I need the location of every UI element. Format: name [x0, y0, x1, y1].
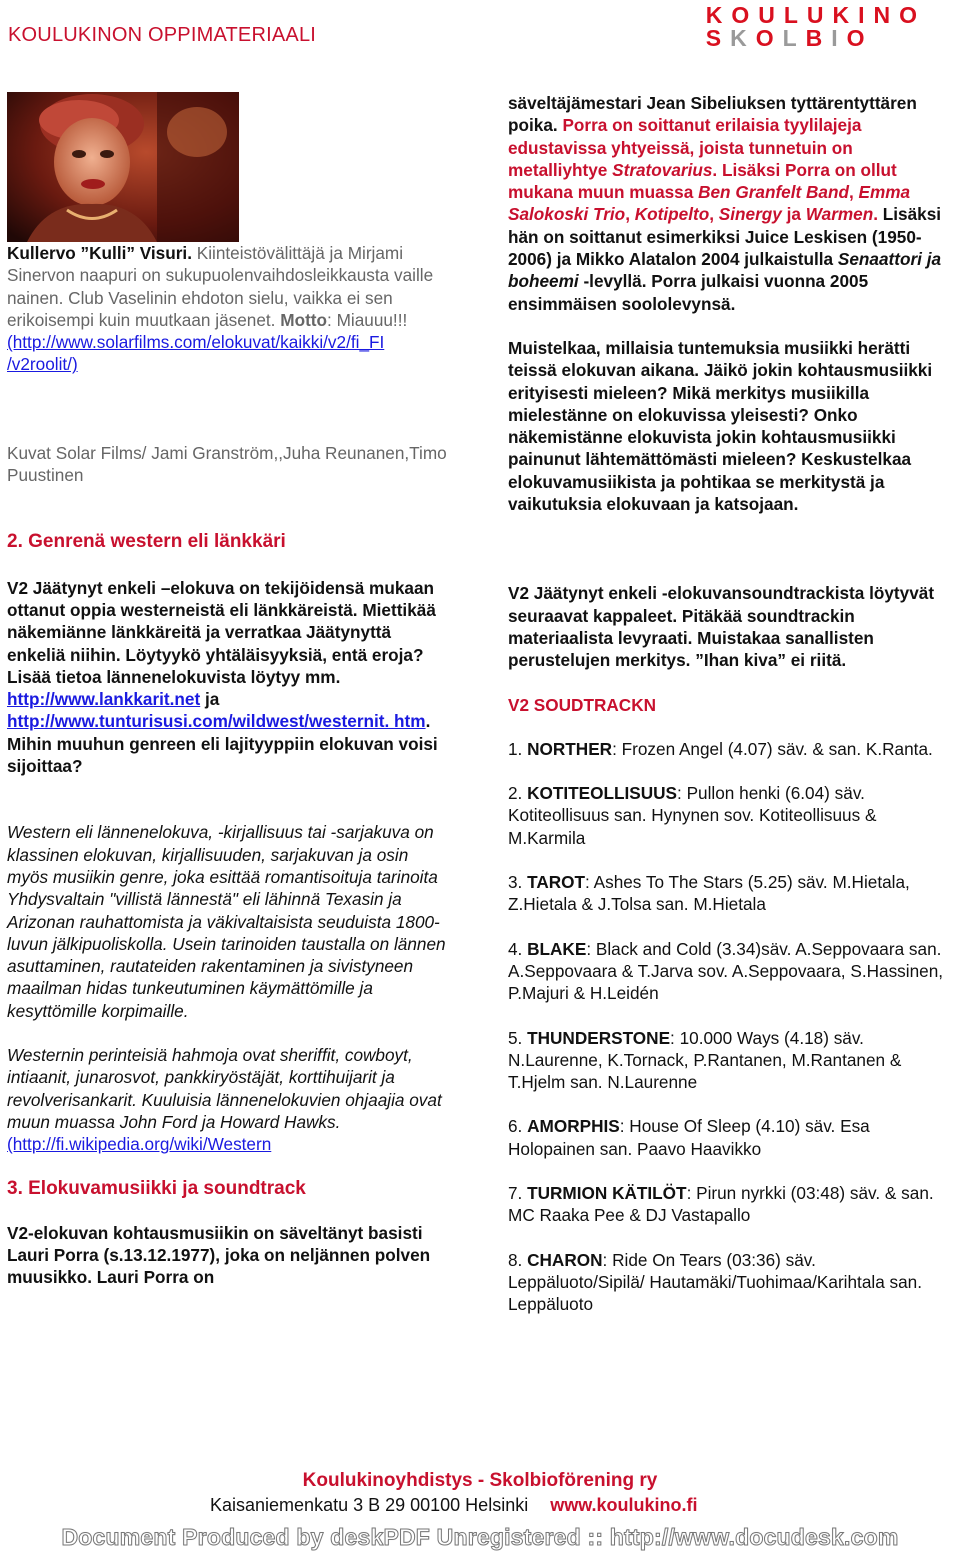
- soundtrack-intro: V2 Jäätynyt enkeli -elokuvansoundtrackista löytyvät seuraavat kappaleet. Pitäkää soundtrackin materiaalista levyraati. Muistakaa sanallisten perustelujen merkitys. ”Ihan kiva” ei riitä.: [508, 583, 935, 671]
- track-item: 5. THUNDERSTONE: 10.000 Ways (4.18) säv. N.Laurenne, K.Tornack, P.Rantanen, M.Rantanen & T.Hjelm san. N.Laurenne: [508, 1027, 902, 1093]
- track-item: 1. NORTHER: Frozen Angel (4.07) säv. & san. K.Ranta.: [508, 738, 933, 759]
- footer-organization: Koulukinoyhdistys - Skolbioförening ry: [302, 1470, 658, 1491]
- and-text: ja: [200, 689, 220, 710]
- track-item: 2. KOTITEOLLISUUS: Pullon henki (6.04) säv. Kotiteollisuus san. Hynynen sov. Kotiteollisuus & M.Karmila: [508, 783, 877, 848]
- watermark: Document Produced by deskPDF Unregistered :: http://www.docudesk.com: [61, 1524, 899, 1550]
- track-item: 3. TAROT: Ashes To The Stars (5.25) säv. M.Hietala, Z.Hietala & J.Tolsa san. M.Hietala: [508, 872, 910, 915]
- track-list: [508, 738, 948, 1316]
- section-2-title: 2. Genrenä western eli länkkäri: [7, 531, 286, 553]
- section-3-title: 3. Elokuvamusiikki ja soundtrack: [7, 1177, 306, 1199]
- right-column: [508, 92, 948, 1315]
- left-column: Kullervo ”Kulli” Visuri. Kiinteistövälittäjä ja Mirjami Sinervon naapuri on sukupuolenvaihdosleikkausta vaille nainen. Club Vaselinin ehdoton sielu, vaikka ei sen erikoisempi kuin muutkaan jäsenet. Motto: Miauuu!!! (http://www.solarfilms.com/elokuvat/kaikki/v2/fi_FI /v2roolit/) Kuvat Solar Films/ Jami Granström,,Juha Reunanen,Timo Puustinen 2. Genrenä western eli länkkäri V2 Jäätynyt enkeli –elokuva on tekijöidensä mukaan ottanut oppia westerneistä eli länkkäreistä. Miettikää näkemiänne länkkäreitä ja verratkaa Jäätynyttä enkeliä niihin. Löytyykö yhtäläisyyksiä, entä eroja? Lisää tietoa lännenelokuvista löytyy mm. http://www.lankkarit.net ja http://www.tunturisusi.com/wildwest/westernit. htm. Mihin muuhun genreen eli lajityyppiin elokuvan voisi sijoittaa? Western eli lännenelokuva, -kirjallisuus tai -sarjakuva on klassinen elokuvan, kirjallisuuden, sarjakuvan ja osin myös musiikin genre, joka esittää romantisoituja tarinoita Yhdysvaltain "villistä lännestä" eli lähinnä Texasin ja Arizonan rauhattomista ja väkivaltaisista seuduista 1800-luvun jälkipuoliskolla. Usein tarinoiden taustalla on lännen asuttaminen, rautateiden rakentaminen ja sivistyneen maailman hidas tunkeutuminen käymättömille ja kesyttömille korpimaille. Westernin perinteisiä hahmoja ovat sheriffit, cowboyt, intiaanit, junarosvot, pankkiryöstäjät, korttihuijarit ja revolverisankarit. Kuuluisia lännenelokuvien ohjaajia ovat muun muassa John Ford ja Howard Hawks. (http://fi.wikipedia.org/wiki/Western 3. Elokuvamusiikki ja soundtrack V2-elokuvan kohtausmusiikin on säveltänyt basisti Lauri Porra (s.13.12.1977), joka on neljännen polven muusikko. Lauri Porra on: [7, 92, 447, 1289]
- motto-label: Motto: [280, 309, 328, 330]
- track-item: 4. BLAKE: Black and Cold (3.34)säv. A.Seppovaara san. A.Seppovaara & T.Jarva sov. A.Seppovaara, S.Hassinen, P.Majuri & H.Leidén: [508, 938, 944, 1004]
- character-name: Kullervo ”Kulli” Visuri.: [7, 243, 192, 263]
- music-discussion: Muistelkaa, millaisia tuntemuksia musiikki herätti teissä elokuvan aikana. Jäikö jokin kohtausmusiikki erityisesti mieleen? Mikä merkitys musiikilla mielestänne on elokuvissa yleisesti? Onko näkemistänne elokuvista jokin kohtausmusiikki painunut lähtemättömästi mieleen? Keskustelkaa elokuvamusiikista ja pohtikaa se merkitystä ja vaikutuksia elokuvaan ja katsojaan.: [508, 337, 933, 515]
- character-description: Kiinteistövälittäjä ja Mirjami Sinervon naapuri on sukupuolenvaihdosleikkausta vaille nainen. Club Vaselinin ehdoton sielu, vaikka ei sen erikoisempi kuin muutkaan jäsenet.: [7, 243, 434, 330]
- wikipedia-link[interactable]: (http://fi.wikipedia.org/wiki/Western: [7, 1134, 272, 1155]
- motto-text: : Miauuu!!!: [327, 309, 408, 330]
- page-header-title: KOULUKINON OPPIMATERIAALI: [8, 24, 317, 46]
- footer-address: Kaisaniemenkatu 3 B 29 00100 Helsinki: [210, 1495, 529, 1515]
- koulukino-logo: [706, 4, 926, 50]
- track-item: 8. CHARON: Ride On Tears (03:36) säv. Leppäluoto/Sipilä/ Hautamäki/Tuohimaa/Karihtala san. Leppäluoto: [508, 1249, 923, 1315]
- genre-question: Mihin muuhun genreen eli lajityyppiin elokuvan voisi sijoittaa?: [7, 733, 438, 777]
- tunturisusi-link[interactable]: http://www.tunturisusi.com/wildwest/westernit. htm: [7, 711, 426, 732]
- footer-website-link[interactable]: www.koulukino.fi: [550, 1495, 698, 1515]
- character-photo: [7, 92, 239, 242]
- logo-line-2: SKOLBIO: [705, 25, 874, 51]
- section-2-paragraph: V2 Jäätynyt enkeli –elokuva on tekijöidensä mukaan ottanut oppia westerneistä eli länkkäreistä. Miettikää näkemiänne länkkäreitä ja verratkaa Jäätynyttä enkeliä niihin. Löytyykö yhtäläisyyksiä, entä eroja? Lisää tietoa lännenelokuvista löytyy mm.: [7, 577, 436, 687]
- lankkarit-link[interactable]: http://www.lankkarit.net: [7, 689, 201, 710]
- track-item: 6. AMORPHIS: House Of Sleep (4.10) säv. Esa Holopainen san. Paavo Haavikko: [508, 1116, 870, 1159]
- section-3-paragraph: V2-elokuvan kohtausmusiikin on säveltänyt basisti Lauri Porra (s.13.12.1977), joka on neljännen polven muusikko. Lauri Porra on: [7, 1222, 431, 1288]
- logo-line-1: KOULUKINO: [705, 2, 926, 28]
- photo-credits: Kuvat Solar Films/ Jami Granström,,Juha Reunanen,Timo Puustinen: [7, 442, 447, 486]
- western-definition: Western eli lännenelokuva, -kirjallisuus tai -sarjakuva on klassinen elokuvan, kirjallisuuden, sarjakuvan ja osin myös musiikin genre, joka esittää romantisoituja tarinoita Yhdysvaltain "villistä lännestä" eli lähinnä Texasin ja Arizonan rauhattomista ja väkivaltaisista seuduista 1800-luvun jälkipuoliskolla. Usein tarinoiden taustalla on lännen asuttaminen, rautateiden rakentaminen ja sivistyneen maailman hidas tunkeutuminen käymättömille ja kesyttömille korpimaille.: [7, 822, 446, 1021]
- western-characters: Westernin perinteisiä hahmoja ovat sheriffit, cowboyt, intiaanit, junarosvot, pankkiryöstäjät, korttihuijarit ja revolverisankarit. Kuuluisia lännenelokuvien ohjaajia ovat muun muassa John Ford ja Howard Hawks.: [7, 1045, 442, 1132]
- soundtrack-title: V2 SOUDTRACKN: [508, 694, 657, 715]
- solarfilms-link[interactable]: (http://www.solarfilms.com/elokuvat/kaikki/v2/fi_FI /v2roolit/): [7, 332, 385, 375]
- track-item: 7. TURMION KÄTILÖT: Pirun nyrkki (03:48) säv. & san. MC Raaka Pee & DJ Vastapallo: [508, 1182, 934, 1226]
- porra-biography: säveltäjämestari Jean Sibeliuksen tyttärentyttären poika. Porra on soittanut erilaisia tyylilajeja edustavissa yhtyeissä, joista tunnetuin on metalliyhtye Stratovarius. Lisäksi Porra on ollut mukana muun muassa Ben Granfelt Band, Emma Salokoski Trio, Kotipelto, Sinergy ja Warmen. Lisäksi hän on soittanut esimerkiksi Juice Leskisen (1950-2006) ja Mikko Alatalon 2004 julkaistulla Senaattori ja boheemi -levyllä. Porra julkaisi vuonna 2005 ensimmäisen soololevynsä.: [508, 93, 942, 314]
- footer-contact: [210, 1495, 698, 1516]
